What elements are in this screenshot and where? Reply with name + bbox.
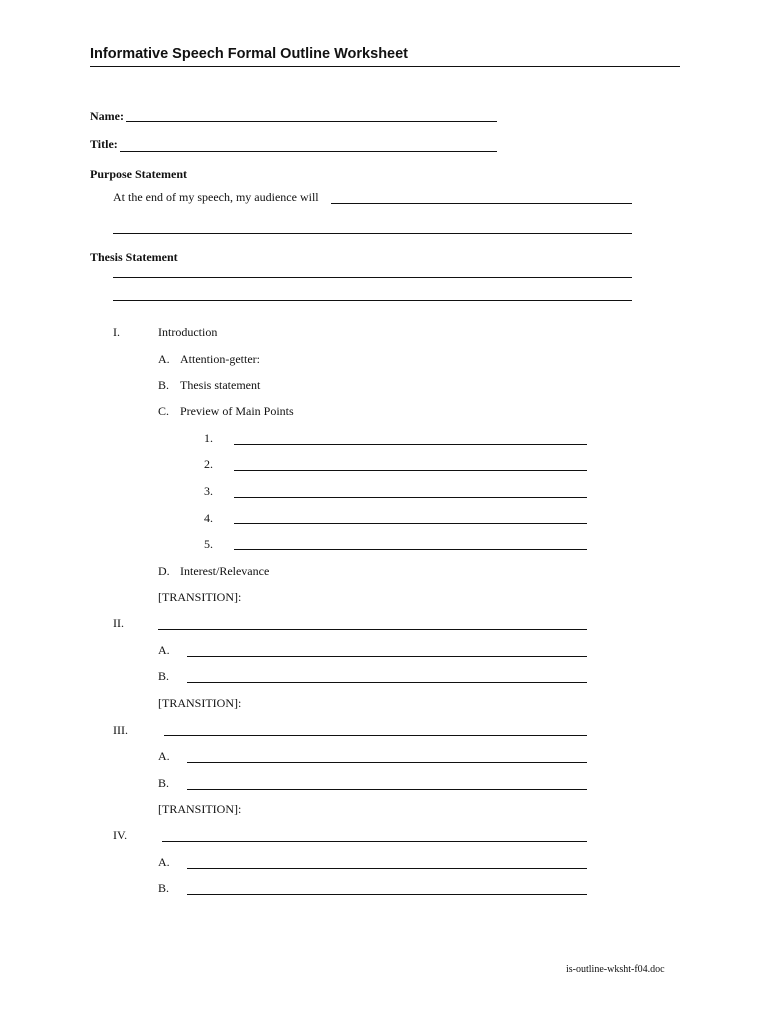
intro-thesis-statement: Thesis statement bbox=[180, 378, 261, 392]
page-title: Informative Speech Formal Outline Worksheet bbox=[90, 46, 409, 62]
preview-number-2: 2. bbox=[204, 457, 213, 471]
transition-label-3: [TRANSITION]: bbox=[158, 802, 242, 816]
footer-filename: is-outline-wksht-f04.doc bbox=[566, 964, 665, 975]
intro-attention-getter: Attention-getter: bbox=[180, 352, 260, 366]
section-iv-letter-b: B. bbox=[158, 881, 170, 895]
thesis-heading: Thesis Statement bbox=[90, 250, 178, 264]
preview-number-1: 1. bbox=[204, 431, 213, 445]
section-iii-line[interactable] bbox=[164, 735, 587, 736]
preview-line-1[interactable] bbox=[234, 444, 587, 445]
thesis-line-2[interactable] bbox=[113, 300, 632, 301]
section-ii-letter-a: A. bbox=[158, 643, 170, 657]
title-field-line[interactable] bbox=[120, 151, 497, 152]
section-ii-line[interactable] bbox=[158, 629, 587, 630]
outline-numeral-iv: IV. bbox=[113, 828, 128, 842]
transition-label-2: [TRANSITION]: bbox=[158, 696, 242, 710]
preview-line-3[interactable] bbox=[234, 497, 587, 498]
section-iv-line[interactable] bbox=[162, 841, 587, 842]
purpose-line-1[interactable] bbox=[331, 203, 632, 204]
section-iv-a-line[interactable] bbox=[187, 868, 587, 869]
transition-label-1: [TRANSITION]: bbox=[158, 590, 242, 604]
outline-numeral-iii: III. bbox=[113, 723, 128, 737]
name-label: Name: bbox=[90, 109, 124, 123]
purpose-heading: Purpose Statement bbox=[90, 167, 187, 181]
intro-letter-a: A. bbox=[158, 352, 170, 366]
preview-number-4: 4. bbox=[204, 511, 213, 525]
section-iii-b-line[interactable] bbox=[187, 789, 587, 790]
section-ii-b-line[interactable] bbox=[187, 682, 587, 683]
name-field-line[interactable] bbox=[126, 121, 497, 122]
section-iii-letter-a: A. bbox=[158, 749, 170, 763]
intro-letter-c: C. bbox=[158, 404, 170, 418]
intro-letter-b: B. bbox=[158, 378, 170, 392]
section-ii-letter-b: B. bbox=[158, 669, 170, 683]
preview-line-4[interactable] bbox=[234, 523, 587, 524]
section-iii-letter-b: B. bbox=[158, 776, 170, 790]
outline-numeral-i: I. bbox=[113, 325, 120, 339]
preview-line-5[interactable] bbox=[234, 549, 587, 550]
section-iv-b-line[interactable] bbox=[187, 894, 587, 895]
section-iii-a-line[interactable] bbox=[187, 762, 587, 763]
intro-interest-relevance: Interest/Relevance bbox=[180, 564, 270, 578]
thesis-line-1[interactable] bbox=[113, 277, 632, 278]
intro-preview-main-points: Preview of Main Points bbox=[180, 404, 294, 418]
intro-label: Introduction bbox=[158, 325, 218, 339]
preview-number-3: 3. bbox=[204, 484, 213, 498]
purpose-line-2[interactable] bbox=[113, 233, 632, 234]
title-label: Title: bbox=[90, 137, 118, 151]
preview-line-2[interactable] bbox=[234, 470, 587, 471]
preview-number-5: 5. bbox=[204, 537, 213, 551]
outline-numeral-ii: II. bbox=[113, 616, 124, 630]
purpose-prompt: At the end of my speech, my audience will bbox=[113, 190, 319, 204]
section-iv-letter-a: A. bbox=[158, 855, 170, 869]
section-ii-a-line[interactable] bbox=[187, 656, 587, 657]
header-divider bbox=[90, 66, 680, 67]
intro-letter-d: D. bbox=[158, 564, 170, 578]
